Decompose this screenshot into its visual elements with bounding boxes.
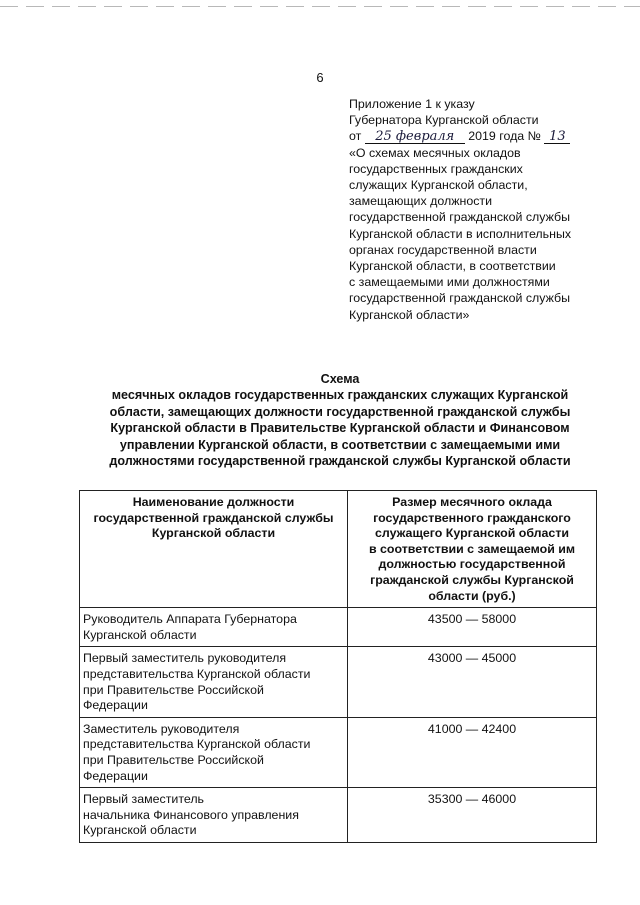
appendix-title-line: замещающих должности xyxy=(349,194,493,209)
salary-text: 43500 — 58000 xyxy=(427,612,517,627)
handwritten-number: 13 xyxy=(544,130,570,144)
appendix-title-line: Курганской области в исполнительных xyxy=(349,226,572,241)
scheme-subtitle-line: управлении Курганской области, в соответствии с замещаемыми ими xyxy=(119,437,561,452)
scheme-subtitle-line: месячных окладов государственных гражданских служащих Курганской xyxy=(111,388,569,403)
salary-text: 41000 — 42400 xyxy=(427,721,517,736)
appendix-title-line: государственных гражданских xyxy=(349,161,523,176)
scheme-subtitle-line: области, замещающих должности государственной гражданской службы xyxy=(109,404,571,419)
salary-text: 43000 — 45000 xyxy=(427,651,517,666)
position-text: Первый заместитель руководителя представительства Курганской области при Правительстве Российской Федерации xyxy=(83,651,311,713)
salary-cell xyxy=(348,608,597,647)
scheme-subtitle-line: Курганской области в Правительстве Курганской области и Финансовом xyxy=(110,421,570,436)
appendix-title-line: с замещаемыми ими должностями xyxy=(349,275,550,290)
appendix-title-line: органах государственной власти xyxy=(349,242,537,257)
salary-cell xyxy=(348,788,597,843)
column-header-salary-text: Размер месячного оклада государственного гражданского служащего Курганской области в соответствии с замещаемой им должностью государственной гражданской службы Курганской области (руб.) xyxy=(368,495,576,603)
date-year: 2019 года № xyxy=(468,129,541,144)
table-row xyxy=(80,608,597,647)
scheme-title: Схема xyxy=(320,372,360,386)
appendix-line: Приложение 1 к указу xyxy=(349,97,475,111)
table-header-row xyxy=(80,491,597,608)
table-row xyxy=(80,788,597,843)
scan-artifact-line xyxy=(0,6,640,7)
appendix-title-line: государственной гражданской службы xyxy=(349,291,571,306)
page-number: 6 xyxy=(316,70,324,85)
salary-text: 35300 — 46000 xyxy=(427,792,517,807)
handwritten-date: 25 февраля xyxy=(365,130,465,144)
position-cell xyxy=(80,608,348,647)
position-text: Руководитель Аппарата Губернатора Курганской области xyxy=(83,612,297,642)
position-cell xyxy=(80,717,348,787)
appendix-title-line: служащих Курганской области, xyxy=(349,178,528,193)
position-cell xyxy=(80,647,348,717)
column-header-position xyxy=(80,491,348,608)
table-row xyxy=(80,647,597,717)
appendix-title-line: «О схемах месячных окладов xyxy=(349,145,521,160)
salary-cell xyxy=(348,647,597,717)
appendix-line: Губернатора Курганской области xyxy=(349,113,539,128)
date-prefix: от xyxy=(349,129,362,144)
scheme-heading xyxy=(80,371,600,469)
column-header-salary xyxy=(348,491,597,608)
appendix-title-line: Курганской области» xyxy=(349,307,470,322)
salary-cell xyxy=(348,717,597,787)
appendix-title-line: Курганской области, в соответствии xyxy=(349,259,556,274)
position-text: Заместитель руководителя представительства Курганской области при Правительстве Российской Федерации xyxy=(83,721,311,783)
scheme-subtitle-line: должностями государственной гражданской службы Курганской области xyxy=(109,454,571,469)
table-row xyxy=(80,717,597,787)
salary-table xyxy=(79,490,597,843)
position-cell xyxy=(80,788,348,843)
appendix-title-line: государственной гражданской службы xyxy=(349,210,571,225)
position-text: Первый заместитель начальника Финансового управления Курганской области xyxy=(83,792,299,838)
appendix-header xyxy=(349,96,609,323)
appendix-date-line xyxy=(349,128,609,144)
column-header-position-text: Наименование должности государственной гражданской службы Курганской области xyxy=(93,495,334,541)
